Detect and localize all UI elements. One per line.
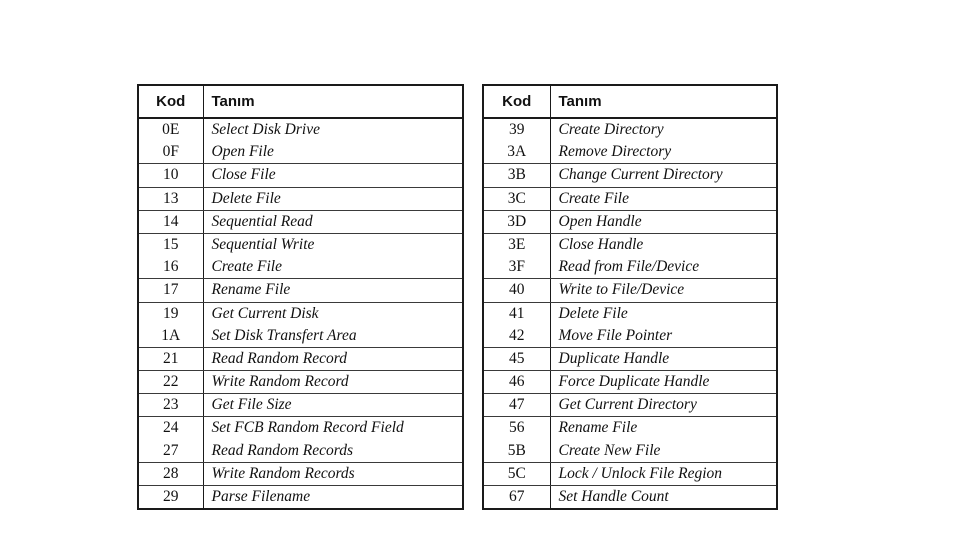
code-column-header: Kod [484, 86, 550, 118]
table-row [484, 486, 776, 509]
table-row [139, 164, 462, 187]
function-description: Close Handle [558, 235, 644, 253]
function-code: 27 [163, 441, 179, 459]
function-code: 21 [163, 349, 179, 367]
description-column-header: Tanım [203, 86, 462, 118]
function-description: Lock / Unlock File Region [558, 464, 723, 482]
function-description-cell [203, 210, 462, 233]
table-row [139, 486, 462, 509]
function-description-cell [203, 118, 462, 164]
function-description-cell [550, 347, 776, 370]
function-code: 24 [163, 419, 179, 437]
function-code-cell [139, 279, 203, 302]
function-code-cell [139, 302, 203, 347]
table-row [484, 187, 776, 210]
function-code: 28 [163, 464, 179, 482]
function-description: Rename File [211, 281, 291, 299]
function-description: Write to File/Device [558, 281, 685, 299]
function-code-cell [484, 233, 550, 278]
function-code-cell [139, 347, 203, 370]
function-code: 45 [509, 349, 525, 367]
function-description: Duplicate Handle [558, 349, 670, 367]
function-description: Write Random Record [211, 373, 349, 391]
function-description: Create File [211, 258, 282, 276]
function-code: 1A [161, 326, 181, 344]
function-code-cell [139, 462, 203, 485]
function-code: 23 [163, 396, 179, 414]
function-description-cell [550, 371, 776, 394]
function-description-cell [550, 394, 776, 417]
function-description: Force Duplicate Handle [558, 373, 710, 391]
function-code: 3A [507, 143, 527, 161]
header-row [484, 86, 776, 118]
table-row [139, 347, 462, 370]
function-code-cell [139, 187, 203, 210]
function-description-cell [203, 279, 462, 302]
function-description: Get Current Directory [558, 396, 697, 414]
function-description: Parse Filename [211, 488, 311, 505]
header-row [139, 86, 462, 118]
function-code-cell [139, 210, 203, 233]
function-description-cell [550, 187, 776, 210]
function-code-cell [139, 486, 203, 509]
right-table-body [484, 118, 776, 508]
function-description-cell [550, 486, 776, 509]
table-row [484, 417, 776, 462]
function-code: 13 [163, 189, 179, 207]
description-column-header: Tanım [550, 86, 776, 118]
left-table-grid [139, 86, 462, 508]
function-description-cell [550, 210, 776, 233]
function-description: Get File Size [211, 396, 292, 414]
function-description: Select Disk Drive [211, 121, 320, 138]
function-code: 17 [163, 281, 179, 299]
function-code-cell [139, 417, 203, 462]
function-description-cell [550, 164, 776, 187]
function-code: 19 [163, 304, 179, 322]
function-description: Get Current Disk [211, 304, 319, 322]
function-code-cell [484, 371, 550, 394]
function-description: Set Handle Count [558, 488, 669, 505]
table-row [139, 462, 462, 485]
function-code-cell [139, 371, 203, 394]
function-code: 3F [508, 258, 525, 276]
function-description-cell [550, 462, 776, 485]
function-code-cell [484, 462, 550, 485]
left-function-table [137, 84, 464, 510]
function-code: 5C [507, 464, 526, 482]
function-code: 3B [507, 166, 526, 184]
table-row [139, 302, 462, 347]
function-description-cell [550, 302, 776, 347]
function-code: 40 [509, 281, 525, 299]
function-description: Move File Pointer [558, 326, 673, 344]
function-description-cell [550, 233, 776, 278]
table-row [139, 371, 462, 394]
table-row [139, 118, 462, 164]
function-description: Sequential Write [211, 235, 315, 253]
function-description: Set Disk Transfert Area [211, 326, 357, 344]
table-row [484, 462, 776, 485]
function-description: Read Random Records [211, 441, 353, 459]
table-row [484, 347, 776, 370]
table-row [139, 394, 462, 417]
function-description-cell [203, 164, 462, 187]
function-description-cell [203, 486, 462, 509]
function-description-cell [203, 417, 462, 462]
function-code-cell [484, 210, 550, 233]
function-code: 15 [163, 235, 179, 253]
table-row [139, 210, 462, 233]
function-code: 3D [507, 212, 527, 230]
function-code: 22 [163, 373, 179, 391]
function-code: 29 [163, 488, 179, 505]
function-code: 0E [162, 121, 180, 138]
function-code: 16 [163, 258, 179, 276]
function-description-cell [203, 394, 462, 417]
function-description-cell [203, 233, 462, 278]
function-description-cell [203, 347, 462, 370]
function-description-cell [550, 417, 776, 462]
table-row [139, 187, 462, 210]
function-code: 47 [509, 396, 525, 414]
function-code: 5B [507, 441, 526, 459]
function-description: Close File [211, 166, 276, 184]
function-description: Set FCB Random Record Field [211, 419, 404, 437]
function-code: 10 [163, 166, 179, 184]
function-description: Read from File/Device [558, 258, 700, 276]
table-row [139, 279, 462, 302]
table-row [139, 233, 462, 278]
function-code: 3E [508, 235, 526, 253]
function-description: Delete File [558, 304, 628, 322]
function-description: Change Current Directory [558, 166, 723, 184]
function-description: Create Directory [558, 121, 664, 138]
function-description: Open File [211, 143, 274, 161]
function-code: 42 [509, 326, 525, 344]
function-code-cell [484, 187, 550, 210]
function-description-cell [203, 462, 462, 485]
function-description: Open Handle [558, 212, 642, 230]
table-row [484, 279, 776, 302]
function-description: Read Random Record [211, 349, 347, 367]
function-code-cell [484, 279, 550, 302]
table-row [484, 118, 776, 164]
function-code-cell [484, 417, 550, 462]
function-code-cell [484, 164, 550, 187]
table-row [484, 233, 776, 278]
right-table-grid [484, 86, 776, 508]
function-code: 14 [163, 212, 179, 230]
function-description: Write Random Records [211, 464, 355, 482]
function-description: Delete File [211, 189, 281, 207]
function-description: Remove Directory [558, 143, 672, 161]
function-code: 46 [509, 373, 525, 391]
function-description: Sequential Read [211, 212, 313, 230]
function-code-cell [139, 118, 203, 164]
function-description-cell [203, 302, 462, 347]
left-table-body [139, 118, 462, 508]
function-code: 41 [509, 304, 525, 322]
function-code-cell [139, 164, 203, 187]
right-function-table [482, 84, 778, 510]
function-code: 56 [509, 419, 525, 437]
function-code: 0F [162, 143, 179, 161]
function-description-cell [550, 279, 776, 302]
function-code-cell [484, 118, 550, 164]
function-description-cell [550, 118, 776, 164]
function-code: 39 [509, 121, 525, 138]
table-row [484, 302, 776, 347]
function-code-cell [484, 302, 550, 347]
table-row [484, 371, 776, 394]
function-description-cell [203, 371, 462, 394]
function-code: 67 [509, 488, 525, 505]
function-description: Create New File [558, 441, 661, 459]
function-code-cell [139, 394, 203, 417]
function-code-cell [484, 486, 550, 509]
function-code: 3C [507, 189, 526, 207]
function-description: Create File [558, 189, 629, 207]
function-description-cell [203, 187, 462, 210]
table-row [484, 164, 776, 187]
table-row [139, 417, 462, 462]
table-row [484, 394, 776, 417]
function-code-cell [484, 394, 550, 417]
code-column-header: Kod [139, 86, 203, 118]
function-code-cell [484, 347, 550, 370]
function-code-cell [139, 233, 203, 278]
table-row [484, 210, 776, 233]
function-description: Rename File [558, 419, 638, 437]
